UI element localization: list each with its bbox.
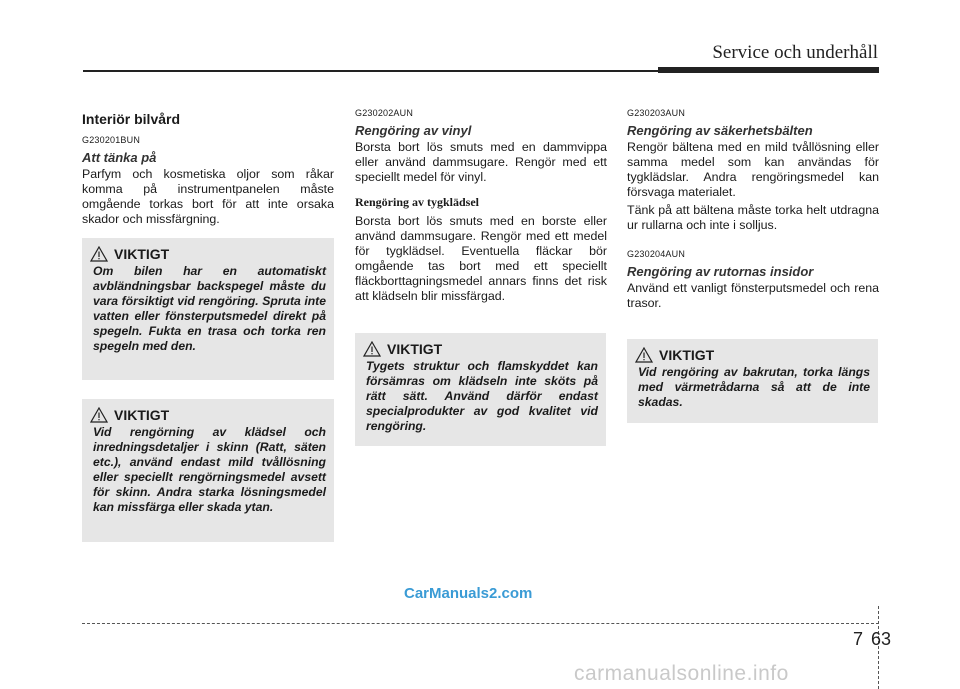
column-2 xyxy=(355,108,607,312)
warning-text: Tygets struktur och flamskyddet kan försämras om klädseln inte sköts på rätt sätt. Använd därför endast specialprodukter av god kvalitet vid rengöring. xyxy=(366,359,598,433)
page-number xyxy=(853,629,891,650)
warning-triangle-icon xyxy=(90,407,108,423)
paragraph: Borsta bort lös smuts med en dammvippa eller använd dammsugare. Rengör med ett speciellt medel för vinyl. xyxy=(355,140,607,184)
warning-triangle-icon xyxy=(90,246,108,262)
warning-box xyxy=(82,399,334,542)
subheading: Rengöring av tygklädsel xyxy=(355,195,480,209)
header-bar xyxy=(658,67,879,73)
header-title: Service och underhåll xyxy=(712,42,878,63)
subheading: Rengöring av säkerhetsbälten xyxy=(627,123,813,138)
section-heading: Interiör bilvård xyxy=(82,111,181,127)
page-index: 63 xyxy=(871,629,892,649)
paragraph: Använd ett vanligt fönsterputsmedel och rena trasor. xyxy=(627,281,879,310)
warning-text: Vid rengöring av bakrutan, torka längs med värmetrådarna så att de inte skadas. xyxy=(638,365,870,409)
subheading: Rengöring av vinyl xyxy=(355,123,472,138)
section-code: G230202AUN xyxy=(355,108,414,118)
warning-text: Vid rengörning av klädsel och inredningsdetaljer i skinn (Ratt, säten etc.), använd endast mild tvållösning eller speciellt rengörningsmedel avsett för skinn. Andra starka lösningsmedel kan missfärga eller skada ytan. xyxy=(93,425,326,514)
paragraph: Parfym och kosmetiska oljor som råkar komma på instrumentpanelen måste omgående torkas bort för att inte orsaka skador och missfärgning. xyxy=(82,167,334,226)
footer-rule xyxy=(82,623,879,624)
warning-triangle-icon xyxy=(635,347,653,363)
warning-box xyxy=(355,333,606,446)
subheading: Rengöring av rutornas insidor xyxy=(627,264,814,279)
warning-box xyxy=(627,339,878,423)
paragraph: Rengör bältena med en mild tvållösning eller samma medel som kan användas för tygklädslar. Andra rengöringsmedel kan försvaga materialet. xyxy=(627,140,879,199)
subheading: Att tänka på xyxy=(82,150,157,165)
warning-title: VIKTIGT xyxy=(114,407,170,423)
warning-title: VIKTIGT xyxy=(387,341,443,357)
warning-box xyxy=(82,238,334,380)
bottom-watermark: carmanualsonline.info xyxy=(574,662,789,685)
warning-title: VIKTIGT xyxy=(114,246,170,262)
section-code: G230203AUN xyxy=(627,108,686,118)
column-3 xyxy=(627,108,879,319)
warning-text: Om bilen har en automatiskt avbländningsbar backspegel måste du vara försiktigt vid rengöring. Spruta inte vatten eller fönsterputsmedel direkt på spegeln. Fukta en trasa och torka ren spegeln med den. xyxy=(93,264,326,353)
column-1 xyxy=(82,108,334,235)
section-number: 7 xyxy=(853,629,864,649)
watermark-link[interactable]: CarManuals2.com xyxy=(404,585,533,602)
warning-triangle-icon xyxy=(363,341,381,357)
paragraph: Tänk på att bältena måste torka helt utdragna ur rullarna och inte i solljus. xyxy=(627,203,879,232)
section-code: G230204AUN xyxy=(627,249,686,259)
paragraph: Borsta bort lös smuts med en borste eller använd dammsugare. Rengör med ett medel för tygklädsel. Eventuella fläckar bör omgående tas bort med ett speciellt fläckborttagningsmedel annars finns det risk att klädseln blir missfärgad. xyxy=(355,214,607,303)
warning-title: VIKTIGT xyxy=(659,347,715,363)
header-rule xyxy=(83,70,658,72)
section-code: G230201BUN xyxy=(82,135,141,145)
